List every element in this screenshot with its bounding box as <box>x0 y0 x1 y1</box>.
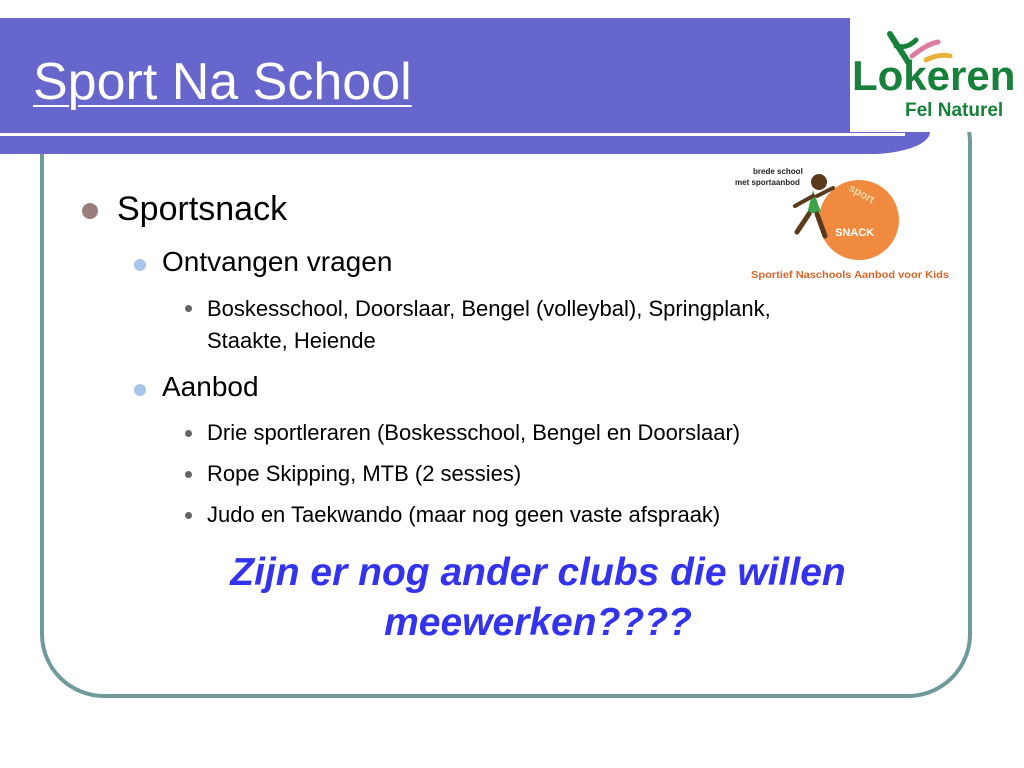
sport-logo-bottom-text: Sportief Naschools Aanbod voor Kids <box>751 270 950 281</box>
slide-title: Sport Na School <box>33 53 412 111</box>
sport-logo-arc-text: sport <box>846 182 877 207</box>
bullet-dot <box>185 305 192 312</box>
bullet-dot <box>185 471 192 478</box>
bullet-sportleraren: Drie sportleraren (Boskesschool, Bengel en Doorslaar) <box>207 420 741 445</box>
bullet-dot <box>82 203 98 219</box>
bullet-judo: Judo en Taekwando (maar nog geen vaste afspraak) <box>207 502 721 527</box>
bullet-ontvangen-vragen: Ontvangen vragen <box>162 246 393 277</box>
lokeren-wordmark: Lokeren <box>852 52 1016 99</box>
bullet-schools-line1: Boskesschool, Doorslaar, Bengel (volleybal), Springplank, <box>207 296 771 321</box>
sport-logo-badge-text: SNACK <box>835 227 875 239</box>
bullet-dot <box>134 259 146 271</box>
closing-line-1: Zijn er nog ander clubs die willen <box>230 551 846 594</box>
bullet-sportsnack: Sportsnack <box>117 190 288 228</box>
sport-logo-top-text-2: met sportaanbod <box>735 178 800 187</box>
sport-logo-top-text: brede school <box>753 167 803 176</box>
bullet-dot <box>185 430 192 437</box>
bullet-dot <box>185 512 192 519</box>
closing-line-2: meewerken???? <box>384 601 692 644</box>
sport-snack-logo <box>725 152 955 288</box>
bullet-schools-line2: Staakte, Heiende <box>207 328 376 353</box>
lokeren-tagline: Fel Naturel <box>905 100 1004 121</box>
title-rule <box>0 133 905 136</box>
runner-figure-icon <box>811 174 827 190</box>
bullet-rope-skipping: Rope Skipping, MTB (2 sessies) <box>207 461 522 486</box>
bullet-dot <box>134 384 146 396</box>
closing-question <box>120 548 956 648</box>
bullet-aanbod: Aanbod <box>162 371 259 402</box>
